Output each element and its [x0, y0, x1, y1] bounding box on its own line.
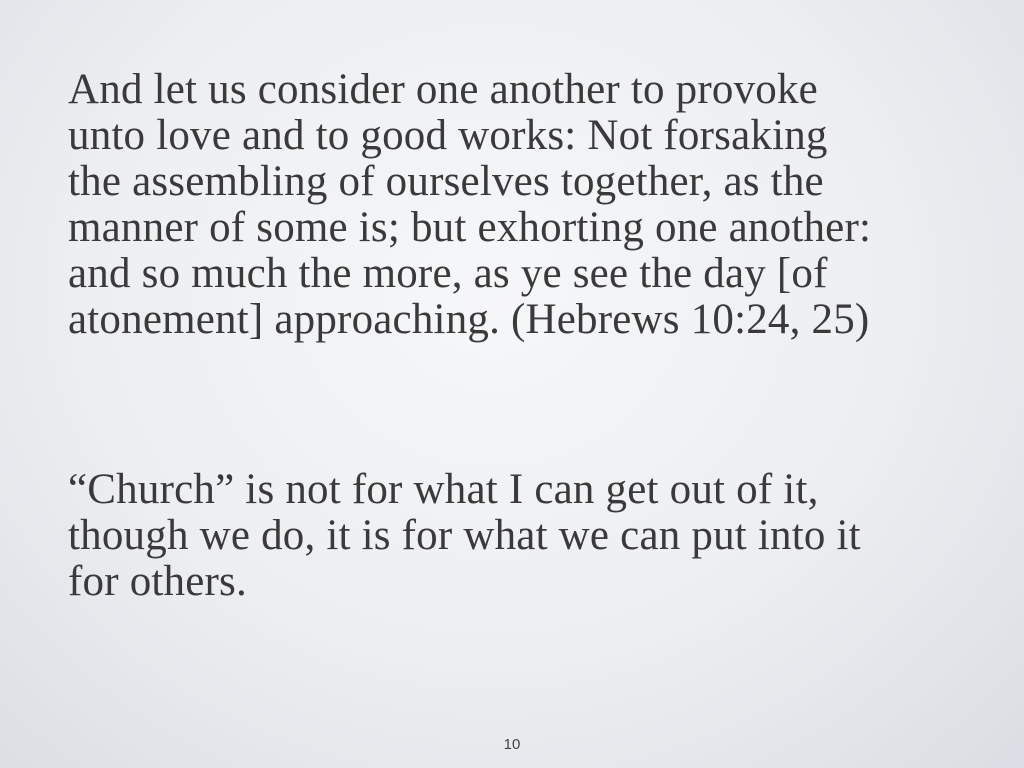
scripture-quote-paragraph: And let us consider one another to provoke unto love and to good works: Not forsaking the assembling of ourselves together, as the manner of some is; but exhorting one another: and so much the more, as ye see the day [of atonement] approaching. (Hebrews 10:24, 25)	[68, 66, 872, 343]
commentary-paragraph: “Church” is not for what I can get out of it, though we do, it is for what we can put into it for others.	[68, 466, 861, 605]
page-number: 10	[503, 736, 521, 753]
